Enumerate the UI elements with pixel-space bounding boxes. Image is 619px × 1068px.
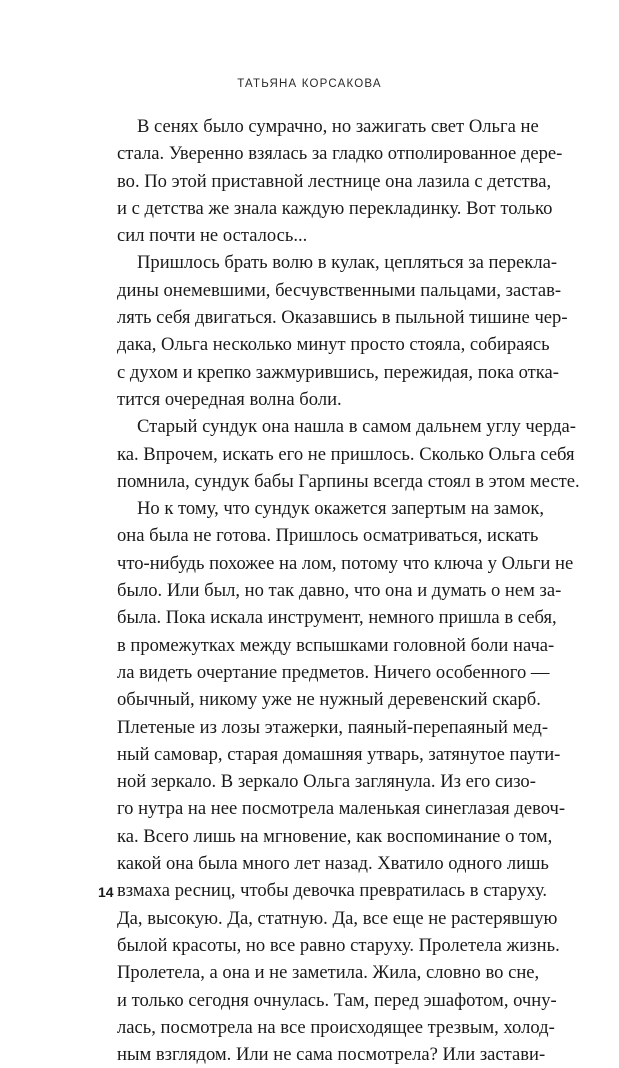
text-line: ным взглядом. Или не сама посмотрела? Или застави- <box>117 1044 546 1066</box>
text-line: Но к тому, что сундук окажется запертым на замок, <box>137 498 545 520</box>
text-line: ной зеркало. В зеркало Ольга заглянула. Из его сизо- <box>117 771 536 793</box>
running-title: ТАТЬЯНА КОРСАКОВА <box>237 78 382 90</box>
text-line: и с детства же знала каждую перекладинку. Вот только <box>117 197 553 219</box>
text-line: В сенях было сумрачно, но зажигать свет Ольга не <box>137 116 539 137</box>
text-line: что-нибудь похожее на лом, потому что ключа у Ольги не <box>117 552 574 574</box>
text-line: былой красоты, но все равно старуху. Пролетела жизнь. <box>117 934 560 956</box>
body-text <box>117 113 580 1068</box>
text-line: помнила, сундук бабы Гарпины всегда стоял в этом месте. <box>117 470 580 492</box>
text-line: дины онемевшими, бесчувственными пальцами, застав- <box>117 279 562 301</box>
text-line: Пролетела, а она и не заметила. Жила, словно во сне, <box>117 962 540 984</box>
text-line: Плетеные из лозы этажерки, паяный-перепаяный мед- <box>117 716 549 738</box>
text-line: стала. Уверенно взялась за гладко отполированное дере- <box>117 143 563 165</box>
text-line: обычный, никому уже не нужный деревенский скарб. <box>117 689 541 711</box>
text-line: дака, Ольга несколько минут просто стояла, собираясь <box>117 334 550 356</box>
text-line: Пришлось брать волю в кулак, цепляться за перекла- <box>137 252 558 274</box>
text-line: было. Или был, но так давно, что она и думать о нем за- <box>117 580 562 602</box>
text-line: сил почти не осталось... <box>117 225 308 247</box>
text-line: Старый сундук она нашла в самом дальнем углу черда- <box>137 416 576 438</box>
text-line: взмаха ресниц, чтобы девочка превратилась в старуху. <box>117 880 548 902</box>
text-line: тится очередная волна боли. <box>117 388 342 410</box>
page-number: 14 <box>98 884 114 900</box>
text-line: она была не готова. Пришлось осматриваться, искать <box>117 525 539 547</box>
text-line: лять себя двигаться. Оказавшись в пыльной тишине чер- <box>117 307 568 329</box>
text-line: во. По этой приставной лестнице она лазила с детства, <box>117 170 552 192</box>
text-line: ный самовар, старая домашняя утварь, затянутое паути- <box>117 743 561 765</box>
text-line: и только сегодня очнулась. Там, перед эшафотом, очну- <box>117 989 557 1011</box>
text-line: была. Пока искала инструмент, немного пришла в себя, <box>117 607 557 629</box>
text-line: в промежутках между вспышками головной боли нача- <box>117 634 555 656</box>
text-line: ка. Впрочем, искать его не пришлось. Сколько Ольга себя <box>117 443 575 465</box>
text-line: какой она была много лет назад. Хватило одного лишь <box>117 853 549 875</box>
text-line: ла видеть очертание предметов. Ничего особенного — <box>117 661 550 683</box>
text-line: Да, высокую. Да, статную. Да, все еще не растерявшую <box>117 907 558 929</box>
text-line: лась, посмотрела на все происходящее трезвым, холод- <box>117 1016 555 1038</box>
text-line: ка. Всего лишь на мгновение, как воспоминание о том, <box>117 825 553 847</box>
text-line: с духом и крепко зажмурившись, пережидая, пока отка- <box>117 361 559 383</box>
text-line: го нутра на нее посмотрела маленькая синеглазая девоч- <box>117 798 566 820</box>
